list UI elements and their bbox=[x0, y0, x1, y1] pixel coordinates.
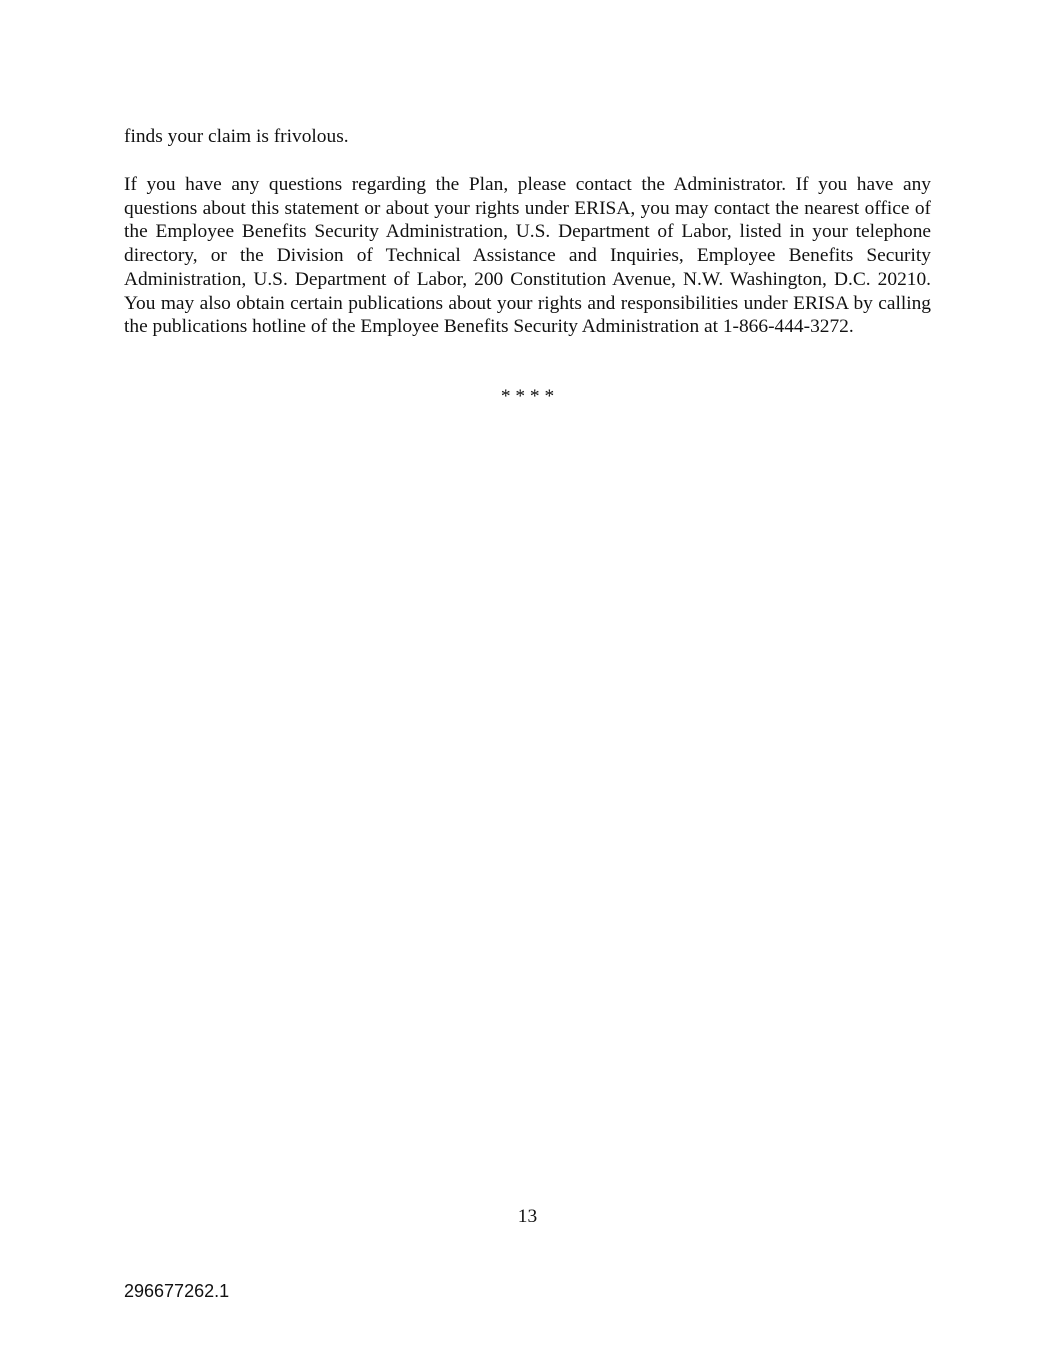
page-number: 13 bbox=[517, 1206, 538, 1227]
paragraph-claim-frivolous: finds your claim is frivolous. bbox=[124, 126, 349, 147]
document-id: 296677262.1 bbox=[124, 1281, 230, 1301]
section-separator: * * * * bbox=[500, 386, 555, 407]
paragraph-erisa-contact: If you have any questions regarding the Plan, please contact the Administrator. If you have any questions about this statement or about your rights under ERISA, you may contact the nearest office of the Employee Benefits Security Administration, U.S. Department of Labor, listed in your telephone directory, or the Division of Technical Assistance and Inquiries, Employee Benefits Security Administration, U.S. Department of Labor, 200 Constitution Avenue, N.W. Washington, D.C. 20210. You may also obtain certain publications about your rights and responsibilities under ERISA by calling the publications hotline of the Employee Benefits Security Administration at 1-866-444-3272. bbox=[124, 174, 931, 338]
